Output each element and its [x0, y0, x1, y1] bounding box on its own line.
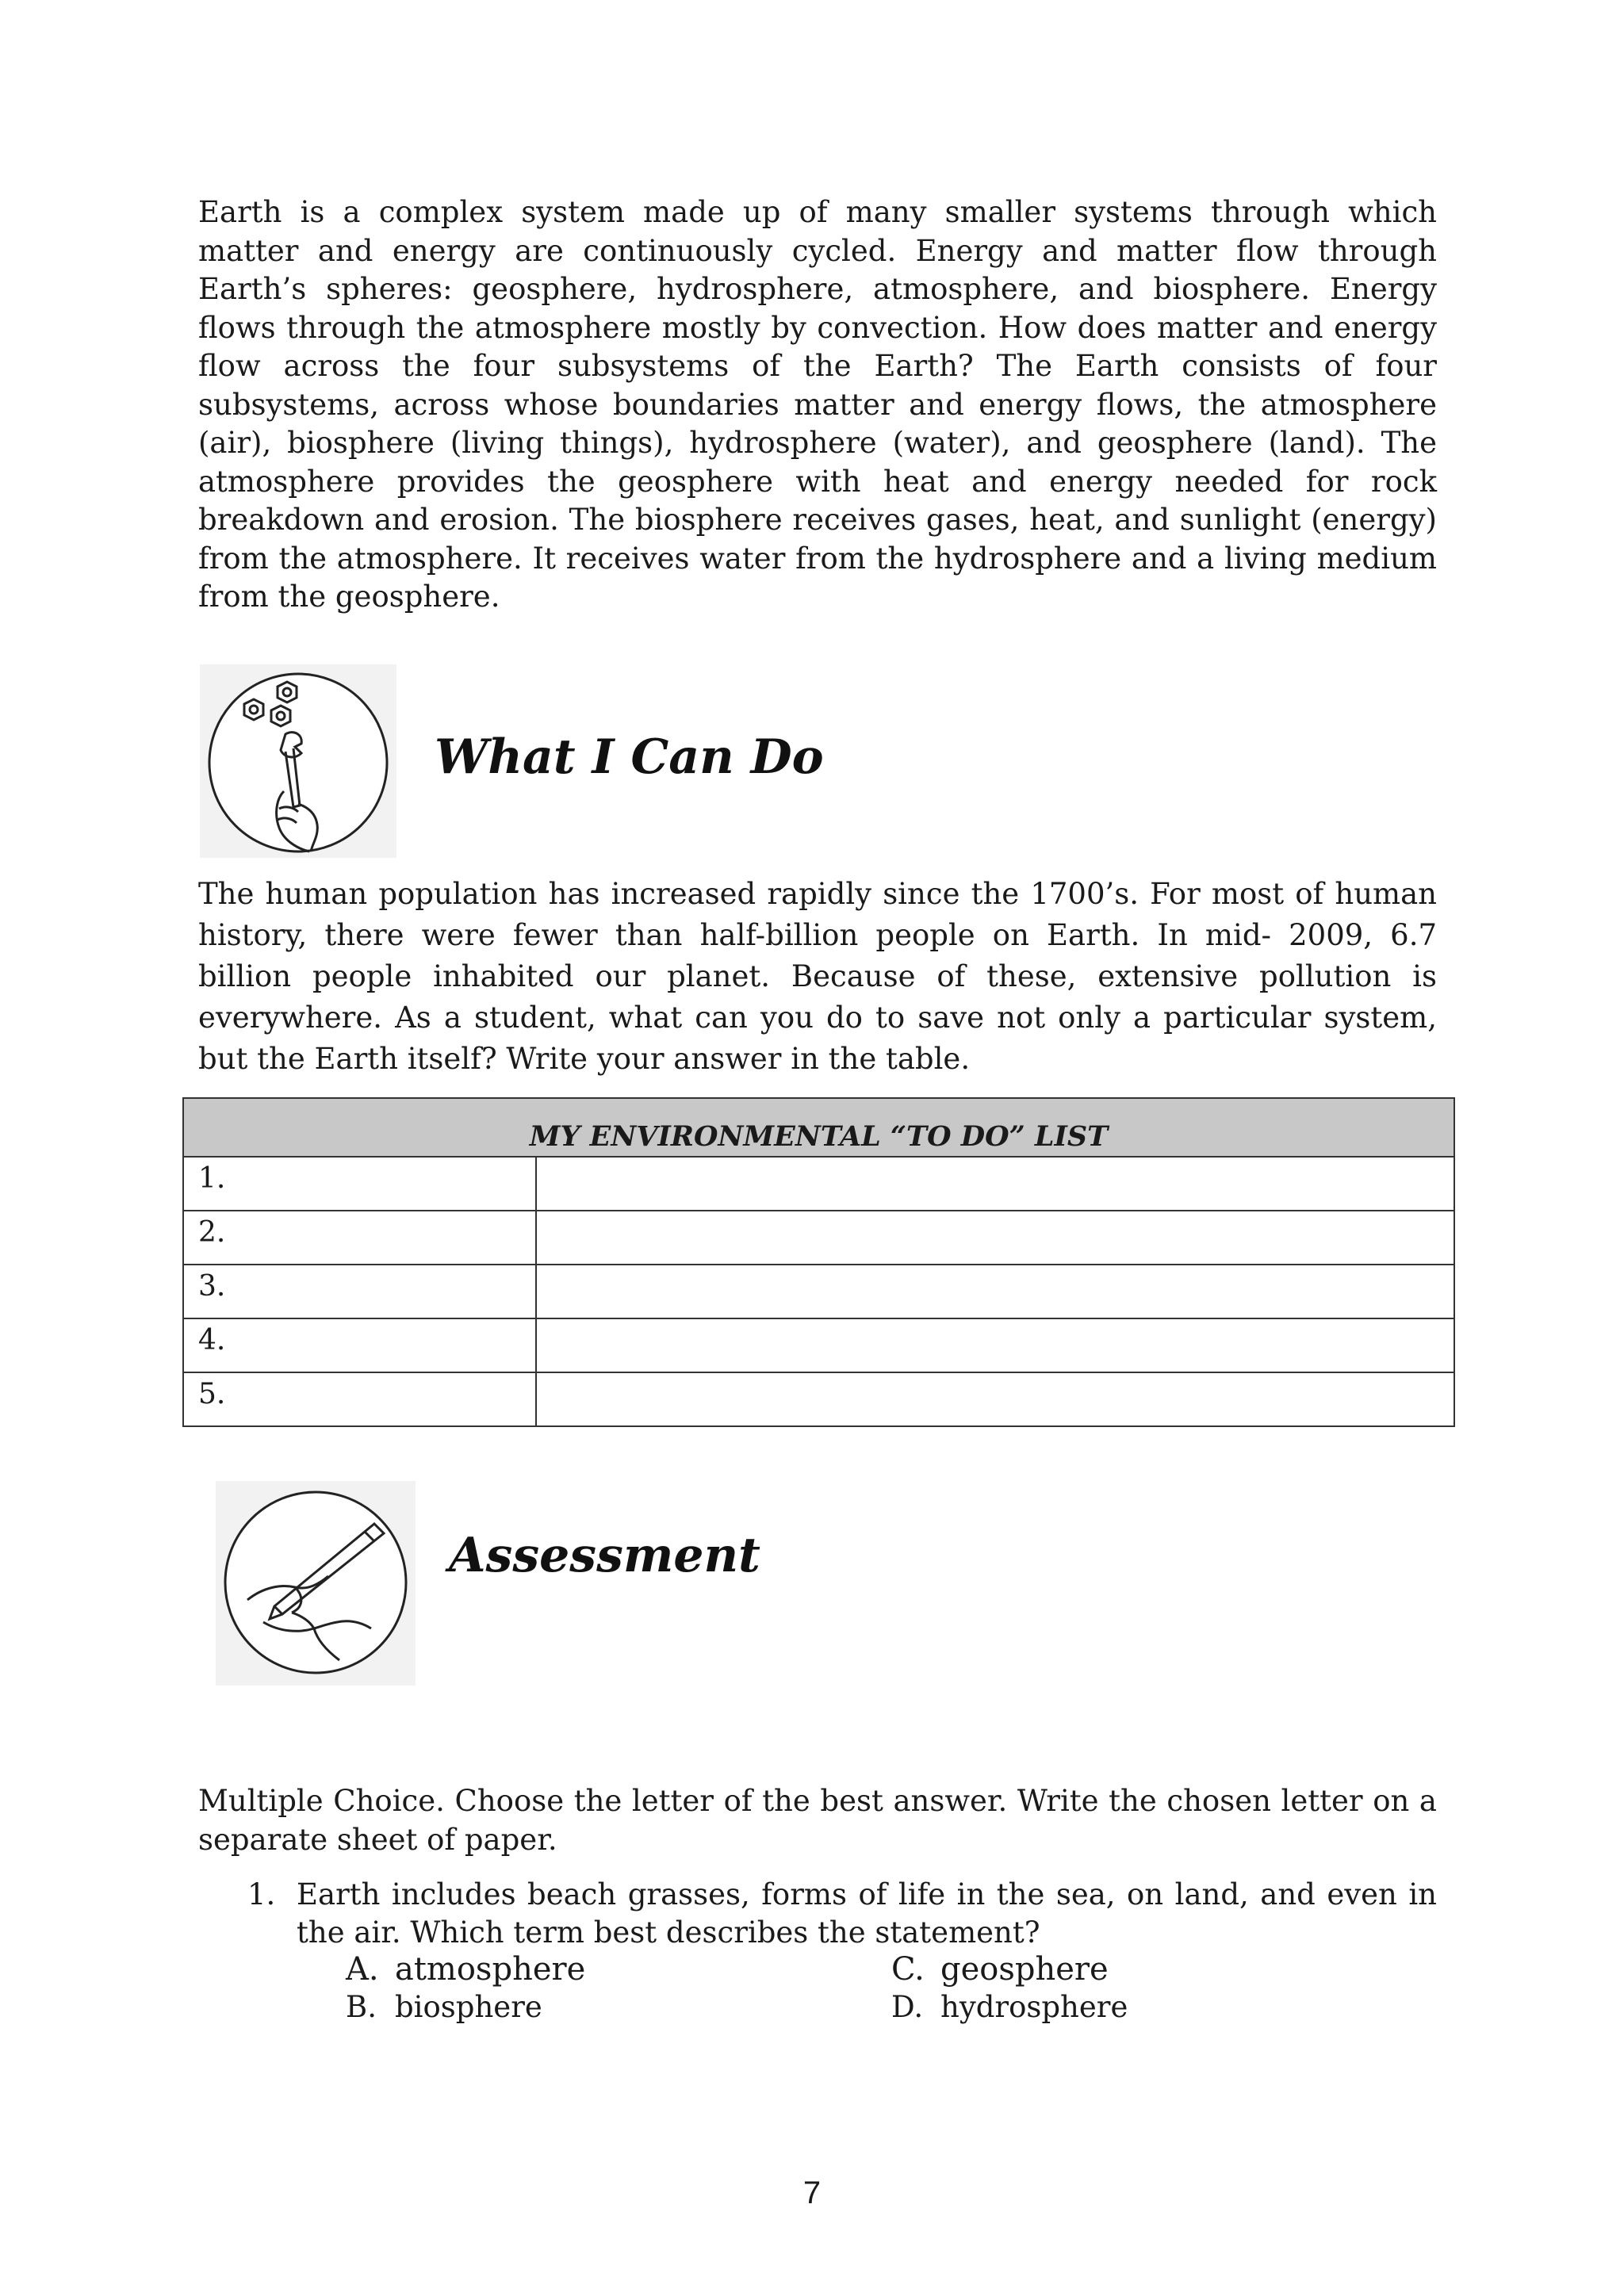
todo-answer-cell[interactable]: [536, 1157, 1454, 1211]
assessment-heading: Assessment: [449, 1528, 760, 1583]
todo-table-header: MY ENVIRONMENTAL “TO DO” LIST: [183, 1098, 1454, 1157]
todo-row-number: 3.: [183, 1265, 536, 1318]
hand-writing-with-pencil-icon: [216, 1481, 416, 1686]
choice-letter: B.: [346, 1990, 377, 2024]
choice-text: biosphere: [395, 1990, 542, 2024]
intro-paragraph: Earth is a complex system made up of many smaller systems through which matter and energy are continuously cycled. Energy and matter flow through Earth’s spheres: geosphere, hydrosphere, atmosphere, and biosphere. Energy flows through the atmosphere mostly by convection. How does matter and energy flow across the four subsystems of the Earth? The Earth consists of four subsystems, across whose boundaries matter and energy flows, the atmosphere (air), biosphere (living things), hydrosphere (water), and geosphere (land). The atmosphere provides the geosphere with heat and energy needed for rock breakdown and erosion. The biosphere receives gases, heat, and sunlight (energy) from the atmosphere. It receives water from the hydrosphere and a living medium from the geosphere.: [198, 195, 1437, 614]
page-number: 7: [802, 2175, 822, 2210]
table-row: [183, 1318, 1454, 1372]
choice-b[interactable]: [346, 1988, 542, 2026]
todo-answer-cell[interactable]: [536, 1318, 1454, 1372]
todo-answer-cell[interactable]: [536, 1211, 1454, 1265]
table-row: [183, 1211, 1454, 1265]
todo-row-number: 1.: [183, 1157, 536, 1211]
choice-letter: D.: [891, 1990, 924, 2024]
choice-c[interactable]: [891, 1950, 1109, 1988]
table-row: [183, 1372, 1454, 1426]
choice-letter: C.: [891, 1951, 925, 1988]
assessment-instructions: Multiple Choice. Choose the letter of the best answer. Write the chosen letter on a separate sheet of paper.: [198, 1784, 1437, 1857]
hand-with-wrench-and-nuts-icon: [200, 664, 396, 858]
question-1: [247, 1876, 1437, 1952]
choice-letter: A.: [346, 1951, 379, 1988]
choice-text: hydrosphere: [940, 1990, 1128, 2024]
environmental-todo-table: [182, 1097, 1455, 1427]
table-row: [183, 1265, 1454, 1318]
todo-row-number: 5.: [183, 1372, 536, 1426]
todo-row-number: 2.: [183, 1211, 536, 1265]
what-i-can-do-heading: What I Can Do: [435, 729, 824, 785]
what-i-can-do-paragraph: The human population has increased rapidly since the 1700’s. For most of human history, there were fewer than half-billion people on Earth. In mid- 2009, 6.7 billion people inhabited our planet. Because of these, extensive pollution is everywhere. As a student, what can you do to save not only a particular system, but the Earth itself? Write your answer in the table.: [198, 877, 1437, 1076]
todo-answer-cell[interactable]: [536, 1265, 1454, 1318]
todo-answer-cell[interactable]: [536, 1372, 1454, 1426]
choice-text: atmosphere: [395, 1951, 586, 1988]
choice-a[interactable]: [346, 1950, 585, 1988]
question-number: 1.: [247, 1877, 276, 1911]
choice-d[interactable]: [891, 1988, 1128, 2026]
choice-text: geosphere: [940, 1951, 1109, 1988]
table-row: [183, 1157, 1454, 1211]
todo-row-number: 4.: [183, 1318, 536, 1372]
question-text: Earth includes beach grasses, forms of life in the sea, on land, and even in the air. Which term best describes the statement?: [297, 1877, 1437, 1950]
